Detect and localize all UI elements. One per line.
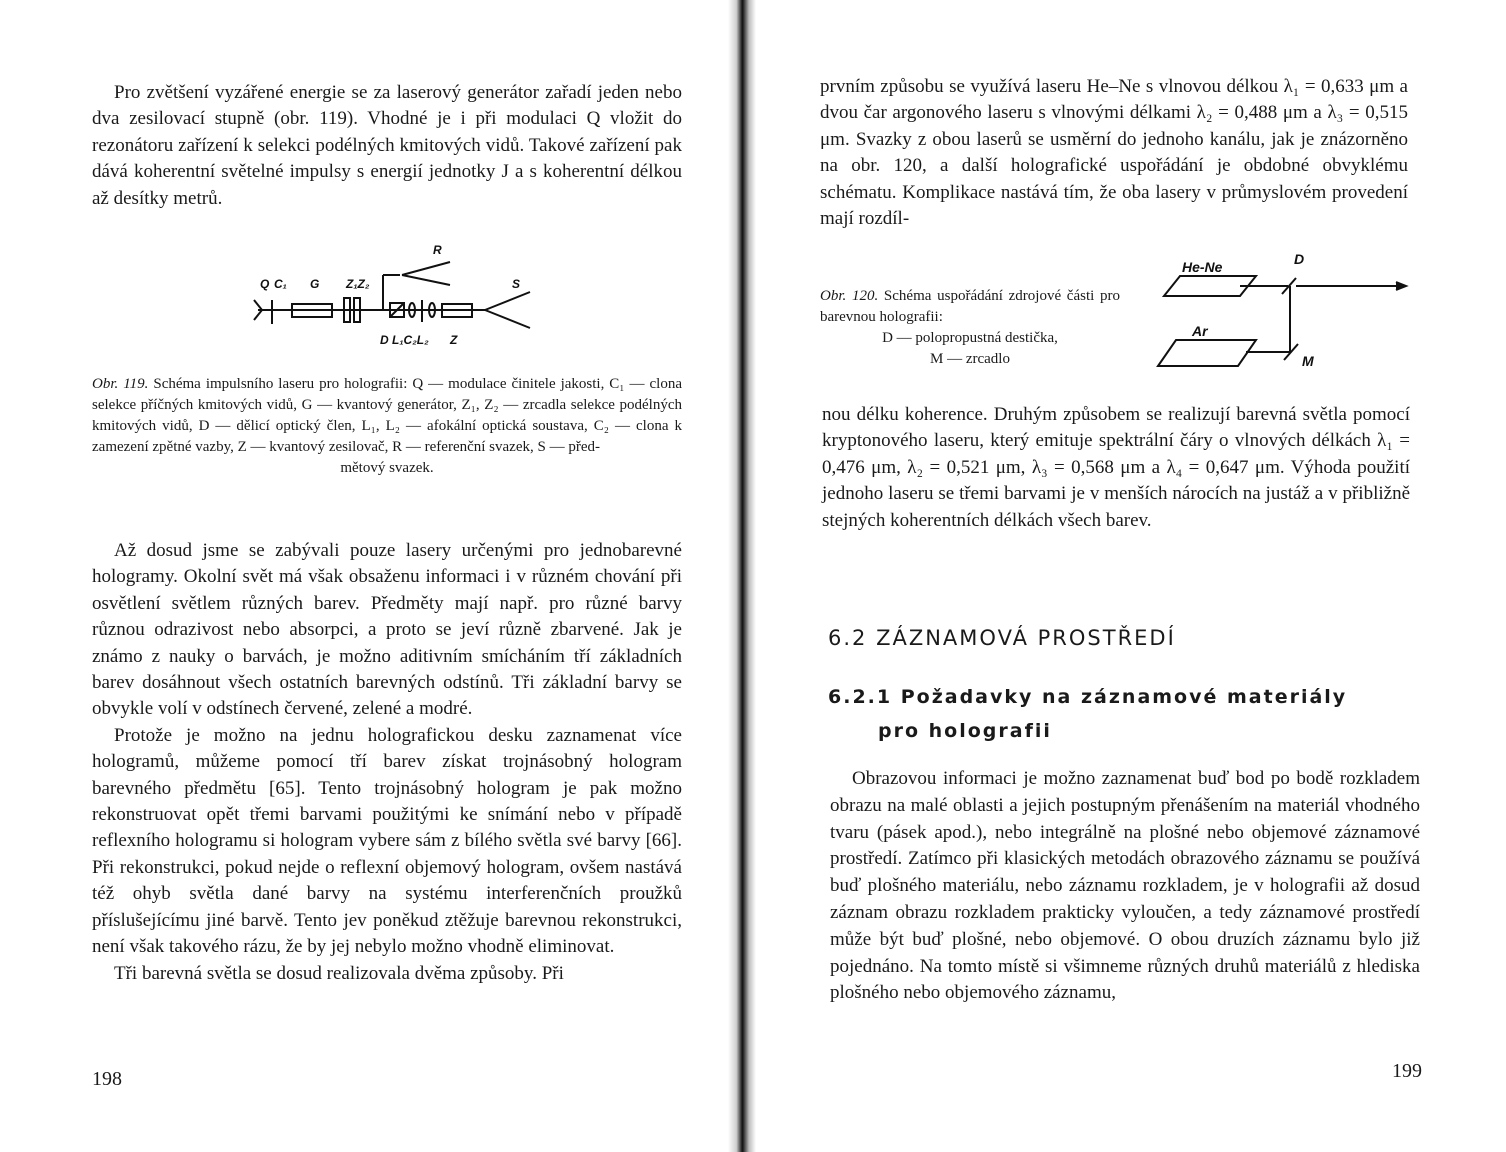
caption-120-text: Schéma uspořádání zdrojové části pro barevnou holografii: <box>820 288 1120 325</box>
figure-119-diagram <box>250 240 550 350</box>
right-paragraph-1: prvním způsobu se využívá laseru He–Ne s vlnovou délkou λ₁ = 0,633 μm a dvou čar argonového laseru s vlnovými délkami λ₂ = 0,488 μm a λ₃ = 0,515 μm. Svazky z obou laserů se usměrní do jednoho kanálu, jak je znázorněno na obr. 120, a další holografické uspořádání je obdobné obvyklému schématu. Komplikace nastává tím, že oba lasery v průmyslovém provedení mají rozdíl- <box>820 76 1408 230</box>
right-paragraph-3-block <box>830 766 1420 1007</box>
left-paragraph-1: Pro zvětšení vyzářené energie se za laserový generátor zařadí jeden nebo dva zesilovací stupně (obr. 119). Vhodné je i při modulaci Q vložit do rezonátoru zařízení k selekci podélných kmitových vidů. Takové zařízení pak dává koherentní světelné impulsy s energií jednotky J a s koherentní délkou až desítky metrů. <box>92 82 682 209</box>
fig119-label-z1z2: Z₁Z₂ <box>346 277 370 291</box>
book-gutter <box>728 0 756 1152</box>
figure-120-diagram <box>1148 244 1418 374</box>
left-paragraph-1-block <box>92 80 682 212</box>
left-page-number: 198 <box>92 1068 122 1090</box>
fig119-label-g: G <box>310 277 320 291</box>
left-paragraph-3: Protože je možno na jednu holografickou desku zaznamenat více hologramů, můžeme pomocí tří barev získat trojnásobný hologram barevného předmětu [65]. Tento trojnásobný hologram je pak možno rekonstruovat opět třemi barvami použitými ke snímání nebo v případě reflexního hologramu si hologram vybere sám z bílého světla své barvy [66]. Při rekonstrukci, pokud nejde o reflexní objemový hologram, ovšem nastává též ohyb světla dané barvy na systému interferenčních proužků příslušejícímu jiné barvě. Tento jev poněkud ztěžuje barevnou rekonstrukci, není však takového rázu, že by jej nebylo možno vhodně eliminovat. <box>92 724 682 958</box>
subsection-heading-line-1: 6.2.1 Požadavky na záznamové materiály <box>828 686 1348 708</box>
fig119-label-r: R <box>433 243 442 257</box>
subsection-heading-line-2: pro holografii <box>878 720 1052 742</box>
section-heading-6-2: 6.2 ZÁZNAMOVÁ PROSTŘEDÍ <box>828 626 1176 650</box>
right-paragraph-2: nou délku koherence. Druhým způsobem se realizují barevná světla pomocí kryptonového laseru, který emituje spektrální čáry o vlnových délkách λ₁ = 0,476 μm, λ₂ = 0,521 μm, λ₃ = 0,568 μm a λ₄ = 0,647 μm. Výhoda použití jednoho laseru se třemi barvami je v menších nárocích na justáž a v přibližně stejných koherentních délkách všech barev. <box>822 404 1410 531</box>
right-page-number: 199 <box>1392 1060 1422 1082</box>
caption-120-title: Obr. 120. <box>820 288 879 304</box>
fig120-label-d: D <box>1294 251 1305 267</box>
fig119-label-s: S <box>512 277 521 291</box>
fig119-label-dl: D L₁C₂L₂ <box>380 333 429 347</box>
left-paragraph-2: Až dosud jsme se zabývali pouze lasery určenými pro jednobarevné hologramy. Okolní svět má však obsaženu informaci i v různém chování při osvětlení světlem různých barev. Předměty mají např. pro různé barvy různou odrazivost nebo absorpci, a proto se jeví různě zbarvené. Jak je známo z nauky o barvách, je možno aditivním smícháním tří základních barev dosáhnout všech ostatních barevných odstínů. Tři základní barvy se obvykle volí v odstínech červené, zelené a modré. <box>92 540 682 720</box>
fig119-label-z: Z <box>450 333 458 347</box>
caption-120-line-4: M — zrcadlo <box>930 351 1010 367</box>
figure-119-caption <box>92 374 682 479</box>
caption-119-title: Obr. 119. <box>92 376 149 392</box>
fig120-label-hene: He-Ne <box>1182 259 1223 275</box>
caption-119-text: Schéma impulsního laseru pro holografii: Q — modulace činitele jakosti, C₁ — clona selekce příčných kmitových vidů, G — kvantový generátor, Z₁, Z₂ — zrcadla selekce podélných kmitových vidů, D — dělicí optický člen, L₁, L₂ — afokální optická soustava, C₂ — clona k zamezení zpětné vazby, Z — kvantový zesilovač, R — referenční svazek, S — před- <box>92 376 682 455</box>
left-paragraph-4: Tři barevná světla se dosud realizovala dvěma způsoby. Při <box>114 962 564 984</box>
left-body-block <box>92 538 682 987</box>
right-paragraph-2-block <box>822 402 1410 534</box>
right-page <box>760 0 1506 1152</box>
figure-120-caption <box>820 286 1120 370</box>
fig119-label-c1: C₁ <box>274 277 287 291</box>
caption-120-line-3: D — polopropustná destička, <box>882 330 1058 346</box>
subsection-heading-6-2-1 <box>828 680 1347 748</box>
caption-119-last-line: mětový svazek. <box>340 460 434 476</box>
left-page <box>0 0 730 1152</box>
fig120-label-ar: Ar <box>1192 323 1208 339</box>
fig120-label-m: M <box>1302 353 1314 369</box>
right-paragraph-3: Obrazovou informaci je možno zaznamenat buď bod po bodě rozkladem obrazu na malé oblasti a jejich postupným přenášením na materiál vhodného tvaru (pásek apod.), nebo integrálně na plošné nebo objemové záznamové prostředí. Zatímco při klasických metodách obrazového záznamu se používá buď plošného materiálu, nebo záznamu rozkladem, je v holografii až dosud záznam obrazu rozkladem prakticky vyloučen, a tedy záznamové prostředí může být buď plošné, nebo objemové. O obou druzích záznamu bylo již pojednáno. Na tomto místě si všimneme různých druhů materiálů z hlediska plošného nebo objemového záznamu, <box>830 768 1420 1004</box>
fig119-label-q: Q <box>260 277 270 291</box>
right-paragraph-1-block <box>820 74 1408 232</box>
